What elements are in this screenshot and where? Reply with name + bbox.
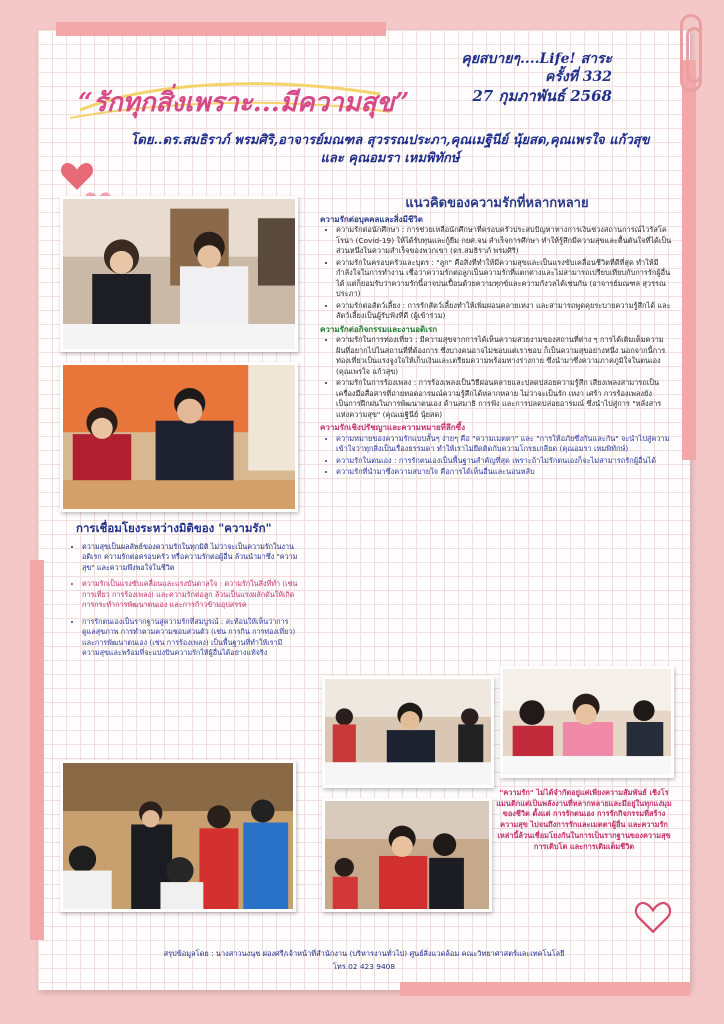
diverse-love-content — [320, 212, 672, 479]
list-item: • ความรักเป็นแรงขับเคลื่อนและแรงบันดาลใจ : ความรักในสิ่งที่ทำ (เช่น การเที่ยว การร้องเพลง) และความรักต่อลูก ล้วนเป็นแรงผลักดันให้เกิดการกระทำการพัฒนาตนเอง และการก้าวข้ามอุปสรรค — [82, 579, 298, 610]
decorative-tape-left — [30, 560, 44, 940]
group-list-activities — [320, 335, 672, 420]
decorative-tape-top — [56, 22, 386, 36]
group-list-people — [320, 225, 672, 322]
issue-header — [461, 50, 612, 107]
decorative-tape-bottom — [400, 982, 690, 996]
photo-group-singing — [60, 760, 296, 912]
author-line-1: โดย..ดร.สมธิราภ์ พรมศิริ,อาจารย์มณฑล สุวรรณประภา,คุณเมฐินีย์ นุ้ยสด,คุณเพรใจ แก้วสุข — [130, 133, 650, 148]
group-heading-people: ความรักต่อบุคคลและสิ่งมีชีวิต — [320, 215, 423, 224]
list-item: • ความหมายของความรักแบบสั้นๆ ง่ายๆ คือ "ความเมตตา" และ "การให้อภัยซึ่งกันและกัน" จะนำไปสู่ความเข้าใจว่าทุกสิ่งเป็นเรื่องธรรมดา ทำให้เราไม่ยึดติดกับความโกรธเกลียด (คุณอมรา เหมพิทักษ์) — [336, 434, 672, 455]
list-item: • ความรักในการท่องเที่ยว : มีความสุขจากการได้เห็นความสวยงามของสถานที่ต่าง ๆ การได้เติมเต็มความฝันที่อยากไปในสถานที่ที่ต้องการ ซึ่งบางคนอาจไม่ชอบแต่เราชอบ ก็เป็นความสุขอย่างหนึ่ง นอกจากนี้การท่องเที่ยวเป็นแรงจูงใจให้เก็บเงินและเตรียมความพร้อมทางร่างกาย ซึ่งนำมาซึ่งความภาคภูมิใจในตนเอง (คุณเพรใจ แก้วสุข) — [336, 335, 672, 377]
photo-discussion-2 — [60, 362, 298, 512]
author-list — [70, 132, 710, 167]
paperclip-icon — [680, 14, 702, 92]
list-item: • ความรักต่อสัตว์เลี้ยง : การรักสัตว์เลี้ยงทำให้เพิ่มผ่อนคลายเหงา และสามารถพูดคุยระบายความรู้สึกได้ และสัตว์เลี้ยงเป็นผู้รับฟังที่ดี (ผู้เข้าร่วม) — [336, 301, 672, 322]
connections-list — [66, 542, 298, 658]
photo-women-microphone — [500, 666, 674, 778]
group-heading-activities: ความรักต่อกิจกรรมและงานอดิเรก — [320, 325, 438, 334]
list-item: • ความรักที่นำมาซึ่งความสบายใจ คือการได้เห็นอื่นและนอนหลับ — [336, 467, 672, 478]
series-name: คุยสบายๆ....Life! สาระ — [461, 51, 612, 67]
newsletter-title: “รักทุกสิ่งเพราะ...มีความสุข” — [78, 88, 410, 118]
list-item: • ความรักต่อนักศึกษา : การช่วยเหลือนักศึกษาที่ครอบครัวประสบปัญหาทางการเงินช่วงสถานการณ์ไวรัสโคโรน่า (Covid-19) ให้ได้รับทุนและกู้ยืม กยศ.จน สำเร็จการศึกษา ทำให้รู้สึกมีความสุขและตื้นตันใจที่ได้เป็นส่วนหนึ่งในความสำเร็จของพวกเขา (ดร.สมธิราภ์ พรมศิริ) — [336, 225, 672, 257]
photo-speaker-microphone — [322, 676, 494, 788]
list-item: • ความสุขเป็นผลลัพธ์ของความรักในทุกมิติ ไม่ว่าจะเป็นความรักในงานอดิเรก ความรักต่อครอบครัว หรือความรักต่อผู้อื่น ล้วนนำมาซึ่ง "ความสุข" และความพึงพอใจในชีวิต — [82, 542, 298, 573]
list-item: • ความรักในครอบครัวและบุตร : "ลูก" คือสิ่งที่ทำให้มีความสุขและเป็นแรงขับเคลื่อนชีวิตที่ดีที่สุด ทำให้มีกำลังใจในการทำงาน เชื่อว่าความรักต่อลูกเป็นความรักที่แตกต่างและไม่สามารถเปรียบเทียบกับการรักผู้อื่นได้ แต่ก็ยอมรับว่าความรักนี้อาจปนเปื้อนด้วยความทุกข์และความกังวลได้เช่นกัน (อาจารย์มณฑล สุวรรณประภา) — [336, 258, 672, 300]
author-line-2: และ คุณอมรา เหมพิทักษ์ — [320, 150, 460, 166]
photo-discussion-1 — [60, 196, 298, 352]
list-item: • ความรักในตนเอง : การรักตนเองเป็นพื้นฐานสำคัญที่สุด เพราะถ้าไม่รักตนเองก็จะไม่สามารถรักผู้อื่นได้ — [336, 456, 672, 467]
quote-text: ไม่ได้จำกัดอยู่แค่เพียงความสัมพันธ์ เชิงโรแมนติกแต่เป็นพลังงานที่หลากหลายและมีอยู่ในทุกแง่มุมของชีวิต ตั้งแต่ การรักตนเอง การรักกิจกรรมที่สร้างความสุข ไปจนถึงการรักและเมตตาผู้อื่น และความรักเหล่านี้ล้วนเชื่อมโยงกันในการเป็นรากฐานของความสุข การเติบโต และการเติมเต็มชีวิต — [496, 788, 672, 851]
quote-highlight: "ความรัก" — [499, 788, 534, 797]
section-title-diverse-love: แนวคิดของความรักที่หลากหลาย — [405, 196, 589, 211]
issue-date: 27 กุมภาพันธ์ 2568 — [472, 86, 612, 105]
heart-outline-icon — [634, 900, 672, 934]
decorative-tape-right — [682, 60, 696, 460]
footer-phone: โทร.02 423 9408 — [332, 961, 396, 971]
footer-summary-by: สรุปข้อมูลโดย : นางสาวนงนุช ผ่องศรี/เจ้าหน้าที่สำนักงาน (บริหารงานทั่วไป) ศูนย์สิ่งแวดล้อม คณะวิทยาศาสตร์และเทคโนโลยี — [163, 949, 565, 958]
love-connections-content — [66, 542, 298, 664]
section-title-love-connections: การเชื่อมโยงระหว่างมิติของ "ความรัก" — [76, 521, 272, 535]
footer-credits — [38, 948, 690, 973]
group-heading-philosophy: ความรักเชิงปรัชญาและความหมายที่ลึกซึ้ง — [320, 423, 465, 433]
list-item: • การรักตนเองเป็นรากฐานสู่ความรักที่สมบูรณ์ : สะท้อนให้เห็นว่าการดูแลสุขภาพ การทำตามความชอบส่วนตัว (เช่น การกิน การท่องเที่ยว) และการพัฒนาตนเอง (เช่น การร้องเพลง) เป็นพื้นฐานที่ทำให้เรามีความสุขและพร้อมที่จะแบ่งปันความรักให้ผู้อื่นได้อย่างแท้จริง — [82, 617, 298, 659]
photo-women-seated — [322, 798, 492, 912]
love-quote — [496, 788, 672, 852]
issue-number: ครั้งที่ 332 — [544, 69, 612, 86]
heart-icon — [60, 160, 94, 192]
group-list-philosophy — [320, 434, 672, 478]
list-item: • ความรักในการร้องเพลง : การร้องเพลงเป็นวิธีผ่อนคลายและปลดปล่อยความรู้สึก เสียงเพลงสามารถเป็นเครื่องมือสื่อสารที่ถ่ายทอดอารมณ์ความรู้สึกได้หลากหลาย ไม่ว่าจะเป็นรัก เหงา เศร้า การร้องเพลงยังเป็นการฝึกฝนในการพัฒนาตนเอง ด้านสมาธิ การฟัง และการปลดปล่อยอารมณ์ ซึ่งนำไปสู่การ "หลั่งสารแห่งความสุข" (คุณเมฐินีย์ นุ้ยสด) — [336, 378, 672, 420]
